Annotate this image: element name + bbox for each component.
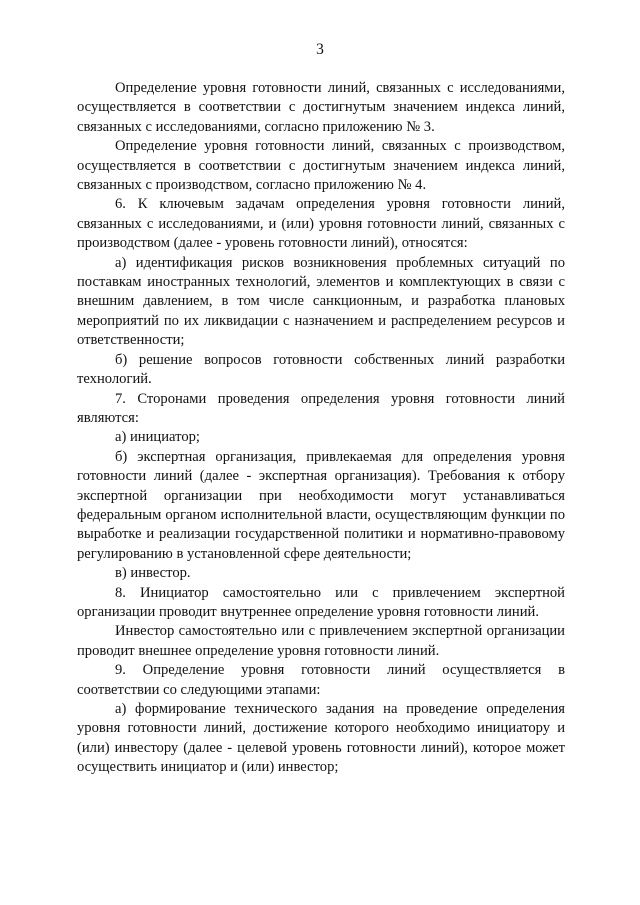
paragraph-7-parties: 7. Сторонами проведения определения уровня готовности линий являются: xyxy=(77,390,565,426)
paragraph-9a-technical-task: а) формирование технического задания на проведение определения уровня готовности линий, достижение которого необходимо инициатору и (или) инвестору (далее - целевой уровень готовности линий), которое может осуществить инициатор и (или) инвестор; xyxy=(77,701,565,776)
page-number: 3 xyxy=(316,41,324,58)
paragraph-8-external-assessment: Инвестор самостоятельно или с привлечением экспертной организации проводит внешнее определение уровня готовности линий. xyxy=(77,623,565,659)
paragraph-readiness-research: Определение уровня готовности линий, связанных с исследованиями, осуществляется в соответствии с достигнутым значением индекса линий, связанных с исследованиями, согласно приложению № 3. xyxy=(77,80,565,135)
document-body xyxy=(77,79,565,778)
paragraph-7a-initiator: а) инициатор; xyxy=(115,429,200,446)
paragraph-7c-investor: в) инвестор. xyxy=(115,565,191,582)
paragraph-7b-expert-organization: б) экспертная организация, привлекаемая для определения уровня готовности линий (далее - экспертная организация). Требования к отбору экспертной организации при необходимости могут устанавливаться федеральным органом исполнительной власти, осуществляющим функции по выработке и реализации государственной политики и нормативно-правовому регулированию в установленной сфере деятельности; xyxy=(77,448,565,562)
paragraph-9-stages: 9. Определение уровня готовности линий осуществляется в соответствии со следующими этапами: xyxy=(77,662,565,698)
paragraph-readiness-production: Определение уровня готовности линий, связанных с производством, осуществляется в соответствии с достигнутым значением индекса линий, связанных с производством, согласно приложению № 4. xyxy=(77,138,565,194)
paragraph-8-internal-assessment: 8. Инициатор самостоятельно или с привлечением экспертной организации проводит внутреннее определение уровня готовности линий. xyxy=(77,584,565,620)
paragraph-6-key-tasks: 6. К ключевым задачам определения уровня готовности линий, связанных с исследованиями, и (или) уровня готовности линий, связанных с производством (далее - уровень готовности линий), относятся: xyxy=(77,196,565,252)
paragraph-6a-risk-identification: а) идентификация рисков возникновения проблемных ситуаций по поставкам иностранных технологий, элементов и комплектующих в связи с внешним давлением, в том числе санкционным, и разработка плановых мероприятий по их ликвидации с назначением и распределением ресурсов и ответственности; xyxy=(77,254,565,349)
paragraph-6b-own-lines: б) решение вопросов готовности собственных линий разработки технологий. xyxy=(77,351,565,388)
